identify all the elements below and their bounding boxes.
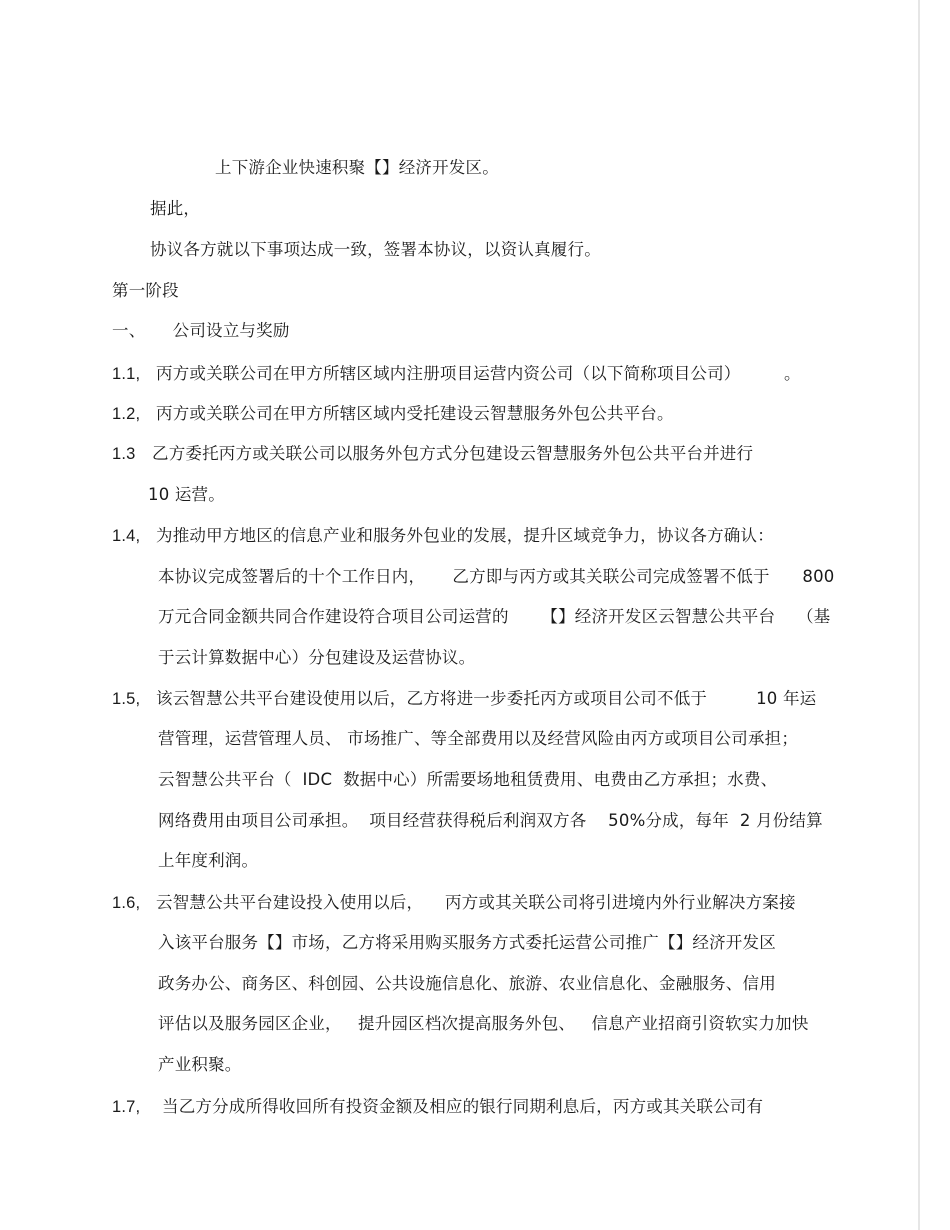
clause-text: 丙方或关联公司在甲方所辖区域内注册项目运营内资公司（以下简称项目公司） 。 bbox=[156, 364, 801, 383]
clause-text: 10 运营。 bbox=[148, 485, 225, 504]
clause-text: 网络费用由项目公司承担。 项目经营获得税后利润双方各 50%分成，每年 2 月份结算 bbox=[158, 811, 823, 830]
ju-ci-line: 据此， bbox=[150, 199, 201, 218]
clause-number: 1.3 bbox=[112, 445, 136, 463]
clause-text: 政务办公、商务区、科创园、公共设施信息化、旅游、农业信息化、金融服务、信用 bbox=[158, 974, 776, 993]
agreement-line: 协议各方就以下事项达成一致，签署本协议，以资认真履行。 bbox=[150, 240, 601, 259]
clause-text: 于云计算数据中心）分包建设及运营协议。 bbox=[158, 648, 476, 667]
clause-text: 万元合同金额共同合作建设符合项目公司运营的 【】经济开发区云智慧公共平台 （基 bbox=[158, 607, 831, 626]
clause-text: 云智慧公共平台（ IDC 数据中心）所需要场地租赁费用、电费由乙方承担；水费、 bbox=[158, 770, 778, 789]
clause-number: 1.2, bbox=[112, 405, 141, 423]
clause-text: 营管理，运营管理人员、 市场推广、等全部费用以及经营风险由丙方或项目公司承担； bbox=[158, 729, 799, 748]
clause-number: 1.5, bbox=[112, 690, 141, 708]
clause-text: 本协议完成签署后的十个工作日内， 乙方即与丙方或其关联公司完成签署不低于 800 bbox=[158, 567, 835, 586]
clause-number: 1.1, bbox=[112, 365, 141, 383]
clause-text: 产业积聚。 bbox=[158, 1055, 242, 1074]
page-edge bbox=[918, 0, 920, 1230]
clause-text: 云智慧公共平台建设投入使用以后， 丙方或其关联公司将引进境内外行业解决方案接 bbox=[156, 893, 796, 912]
clause-text: 评估以及服务园区企业， 提升园区档次提高服务外包、 信息产业招商引资软实力加快 bbox=[158, 1014, 809, 1033]
intro-line: 上下游企业快速积聚【】经济开发区。 bbox=[215, 158, 499, 177]
clause-text: 上年度利润。 bbox=[158, 851, 259, 870]
clause-number: 1.7, bbox=[112, 1098, 141, 1116]
clause-text: 当乙方分成所得收回所有投资金额及相应的银行同期利息后，丙方或其关联公司有 bbox=[162, 1097, 764, 1116]
clause-text: 该云智慧公共平台建设使用以后，乙方将进一步委托丙方或项目公司不低于 10 年运 bbox=[156, 689, 817, 708]
stage-title: 第一阶段 bbox=[112, 281, 179, 300]
clause-text: 乙方委托丙方或关联公司以服务外包方式分包建设云智慧服务外包公共平台并进行 bbox=[152, 444, 754, 463]
clause-text: 入该平台服务【】市场，乙方将采用购买服务方式委托运营公司推广【】经济开发区 bbox=[158, 933, 776, 952]
clause-number: 1.6, bbox=[112, 894, 141, 912]
section-title: 一、 公司设立与奖励 bbox=[112, 321, 290, 340]
clause-text: 丙方或关联公司在甲方所辖区域内受托建设云智慧服务外包公共平台。 bbox=[156, 404, 674, 423]
clause-number: 1.4, bbox=[112, 527, 141, 545]
clause-text: 为推动甲方地区的信息产业和服务外包业的发展，提升区域竞争力，协议各方确认： bbox=[156, 526, 774, 545]
